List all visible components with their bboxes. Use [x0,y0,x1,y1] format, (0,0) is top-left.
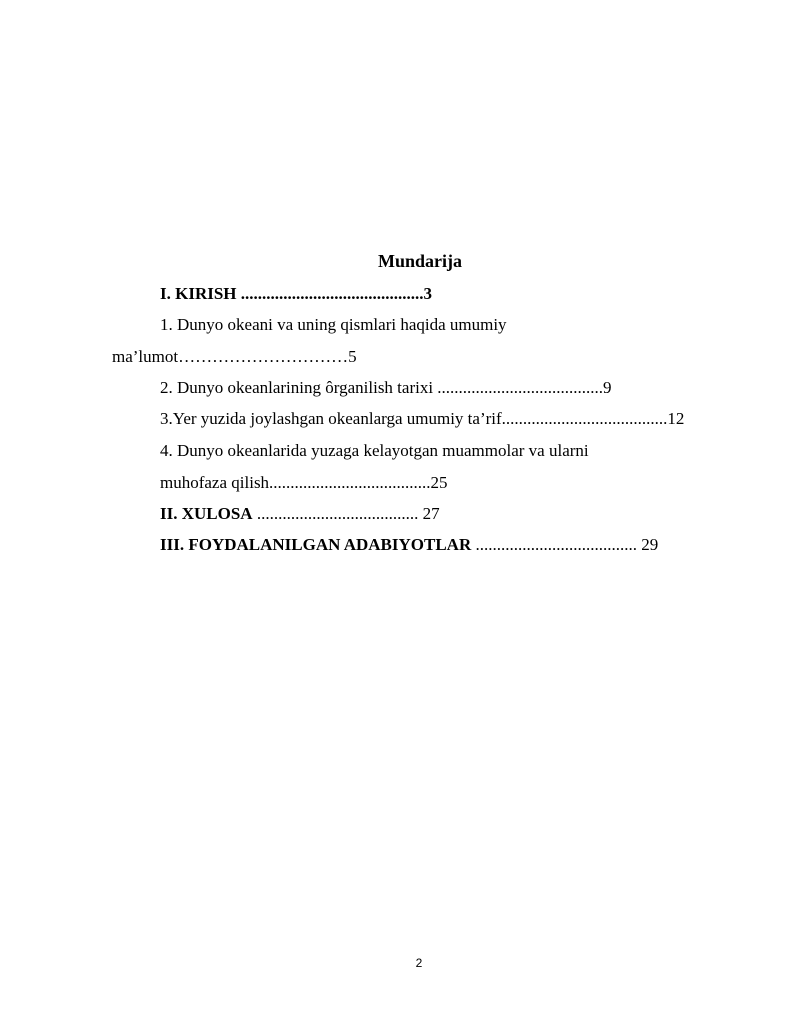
toc-entry-kirish [160,283,432,305]
toc-entry-adabiyotlar [160,534,658,556]
toc-entry-xulosa-label: II. XULOSA [160,504,253,523]
toc-entry-kirish-page: 3 [423,284,433,303]
toc-entry-2: 2. Dunyo okeanlarining ôrganilish tarixi .......................................9 [160,378,612,397]
toc-entry-xulosa [160,503,440,525]
toc-entry-3: 3.Yer yuzida joylashgan okeanlarga umumiy ta’rif.......................................12 [160,409,685,428]
toc-entry-kirish-dots: ........................................... [236,284,424,303]
toc-entry-4-line2: muhofaza qilish......................................25 [160,473,448,492]
toc-entry-1-line1: 1. Dunyo okeani va uning qismlari haqida umumiy [160,315,507,334]
toc-entry-4-line1: 4. Dunyo okeanlarida yuzaga kelayotgan muammolar va ularni [160,441,589,460]
toc-entry-1-line2: ma’lumot…………………………5 [112,347,357,366]
toc-entry-adabiyotlar-dots-page: ...................................... 29 [471,535,659,554]
page-number: 2 [415,956,423,970]
toc-entry-adabiyotlar-label: III. FOYDALANILGAN ADABIYOTLAR [160,535,472,554]
toc-entry-xulosa-dots-page: ...................................... 27 [252,504,440,523]
toc-title: Mundarija [377,251,462,271]
toc-entry-kirish-label: I. KIRISH [160,284,237,303]
